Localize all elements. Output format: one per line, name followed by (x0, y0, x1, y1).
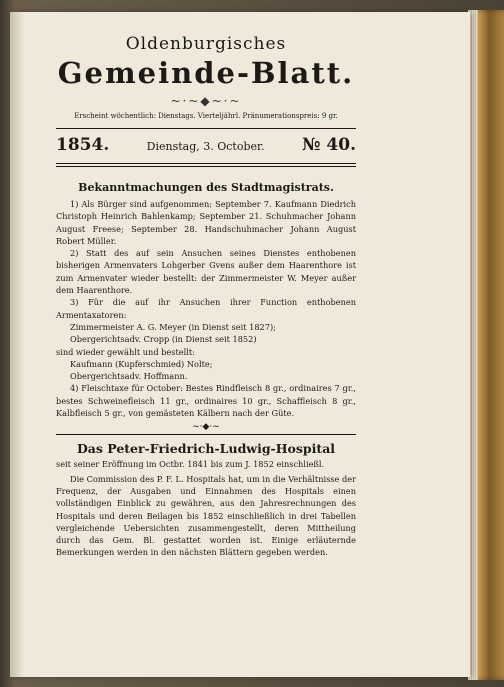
masthead-title: Gemeinde-Blatt. (57, 56, 355, 90)
notice-3-line-d: Kaufmann (Kupferschmied) Nolte; (70, 358, 213, 369)
masthead-ornament: ~·~◆~·~ (170, 94, 242, 108)
notice-3: 3) Für die auf ihr Ansuchen ihrer Function enthobenen Armentaxatoren: (56, 297, 356, 320)
notice-3-line-c: sind wieder gewählt und bestellt: (56, 346, 195, 357)
issue-number: № 40. (302, 135, 356, 155)
header-rule (56, 128, 356, 129)
notice-1: 1) Als Bürger sind aufgenommen: September 7. Kaufmann Diedrich Christoph Heinrich Bahlenkamp; September 21. Schuhmacher Johann August Freese; September 28. Handschuhmacher Johann August Robert Müller. (56, 199, 356, 246)
notice-3-line-b: Obergerichtsadv. Cropp (in Dienst seit 1852) (70, 334, 257, 345)
notice-2: 2) Statt des auf sein Ansuchen seines Dienstes enthobenen bisherigen Armenvaters Lohgerber Gvens außer dem Haarenthore ist zum Armenvater wieder bestellt: der Zimmermeister W. Meyer außer dem Haarenthore. (56, 248, 356, 296)
notice-4: 4) Fleischtaxe für October: Bestes Rindfleisch 8 gr., ordinaires 7 gr., bestes Schweinefleisch 11 gr., ordinaires 10 gr., Schaffleisch 8 gr., Kalbfleisch 5 gr., von gemästeten Kälbern nach der Güte. (56, 383, 356, 419)
notice-3-line-a: Zimmermeister A. G. Meyer (in Dienst seit 1827); (70, 321, 276, 332)
masthead-line-1: Oldenburgisches (125, 34, 287, 54)
section-title-hospital: Das Peter-Friedrich-Ludwig-Hospital (76, 441, 336, 457)
hospital-subtitle: seit seiner Eröffnung im Octbr. 1841 bis zum J. 1852 einschließl. (56, 459, 325, 470)
hospital-paragraph: Die Commission des P. F. L. Hospitals hat, um in die Verhältnisse der Frequenz, der Ausgaben und Einnahmen des Hospitals einen vollständigen Einblick zu gewähren, aus den Jahresrechnungen des Hospitals und deren Beilagen bis 1852 einschließlich in drei Tabellen vergleichende Uebersichten zusammengestellt, deren Mittheilung durch das Gem. Bl. gestattet worden ist. Einige erläuternde Bemerkungen werden in den nächsten Blättern gegeben werden. (56, 473, 356, 558)
dateline-rule-thin (56, 166, 356, 167)
section-title-magistrat: Bekanntmachungen des Stadtmagistrats. (78, 181, 334, 194)
issue-year: 1854. (56, 135, 110, 155)
notice-3-line-e: Obergerichtsadv. Hoffmann. (70, 371, 188, 382)
gutter-shadow (10, 12, 24, 677)
section-separator: ~·◆·~ (192, 422, 220, 433)
dateline (56, 135, 356, 155)
book-spine (468, 10, 504, 680)
dateline-rule (56, 163, 356, 164)
newspaper-page (10, 12, 470, 677)
section-rule (56, 434, 356, 435)
page-content (56, 34, 356, 559)
issue-date: Dienstag, 3. October. (146, 140, 265, 153)
publication-info: Erscheint wöchentlich: Dienstags. Vierteljährl. Pränumerationspreis: 9 gr. (74, 112, 338, 120)
